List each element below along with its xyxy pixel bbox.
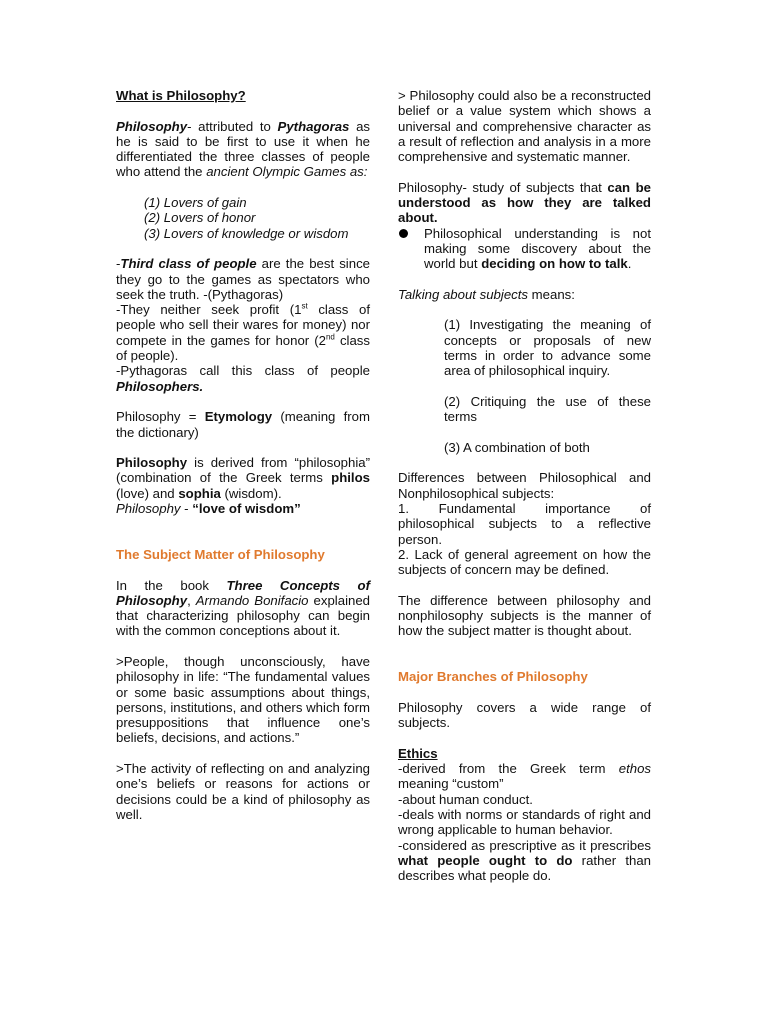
difference-item: 2. Lack of general agreement on how the subjects of concern may be defined. bbox=[398, 546, 651, 578]
neither-paragraph: -They neither seek profit (1st class of people who sell their wares for money) nor compete in the games for honor (2nd class of people). bbox=[116, 301, 370, 364]
section-heading-major-branches: Major Branches of Philosophy bbox=[398, 669, 588, 685]
ethics-item: -deals with norms or standards of right and wrong applicable to human behavior. bbox=[398, 806, 651, 838]
derived-paragraph: Philosophy is derived from “philosophia” (combination of the Greek terms philos (love) and sophia (wisdom). bbox=[116, 455, 370, 501]
section-heading-subject-matter: The Subject Matter of Philosophy bbox=[116, 546, 325, 562]
love-of-wisdom-line: Philosophy - “love of wisdom” bbox=[116, 501, 301, 517]
bullet-icon bbox=[398, 226, 424, 272]
philosophy-intro: Philosophy- attributed to Pythagoras as he is said to be first to use it when he differentiated the three classes of people who attend the ancient Olympic Games as: bbox=[116, 118, 370, 180]
bullet-item bbox=[398, 226, 651, 272]
ethics-item: -considered as prescriptive as it prescribes what people ought to do rather than describes what people do. bbox=[398, 837, 651, 884]
call-paragraph: -Pythagoras call this class of people Philosophers. bbox=[116, 363, 370, 394]
people-paragraph: >People, though unconsciously, have philosophy in life: “The fundamental values or some basic assumptions about things, persons, institutions, and others which form presuppositions that influence one’s beliefs, decisions, and actions.” bbox=[116, 653, 370, 746]
list-item: (2) Critiquing the use of these terms bbox=[444, 393, 651, 425]
etymology-paragraph: Philosophy = Etymology (meaning from the dictionary) bbox=[116, 409, 370, 440]
third-class-paragraph: -Third class of people are the best since they go to the games as spectators who seek the truth. -(Pythagoras) bbox=[116, 256, 370, 302]
difference-item: 1. Fundamental importance of philosophical subjects to a reflective person. bbox=[398, 501, 651, 547]
classes-list bbox=[116, 195, 370, 241]
right-column bbox=[398, 88, 651, 883]
list-item: (2) Lovers of honor bbox=[144, 210, 256, 226]
talking-line: Talking about subjects means: bbox=[398, 286, 575, 302]
study-paragraph: Philosophy- study of subjects that can be understood as how they are talked about. bbox=[398, 179, 652, 226]
manner-paragraph: The difference between philosophy and nonphilosophy subjects is the manner of how the subject matter is thought about. bbox=[398, 592, 651, 639]
ethics-heading: Ethics bbox=[398, 745, 438, 761]
left-column bbox=[116, 88, 370, 822]
list-item: (3) Lovers of knowledge or wisdom bbox=[144, 225, 349, 241]
list-item: (3) A combination of both bbox=[444, 439, 590, 455]
reconstructed-paragraph: > Philosophy could also be a reconstructed belief or a value system which shows a universal and comprehensive character as a result of reflection and analysis in a more comprehensive and systematic manner. bbox=[398, 88, 651, 165]
ethics-item: -derived from the Greek term ethos meaning “custom” bbox=[398, 761, 651, 792]
activity-paragraph: >The activity of reflecting on and analyzing one’s beliefs or reasons for actions or decisions could be a kind of philosophy as well. bbox=[116, 761, 370, 822]
list-item: (1) Lovers of gain bbox=[144, 195, 247, 211]
page-title: What is Philosophy? bbox=[116, 88, 246, 103]
differences-heading: Differences between Philosophical and Nonphilosophical subjects: bbox=[398, 470, 651, 501]
book-paragraph: In the book Three Concepts of Philosophy, Armando Bonifacio explained that characterizing philosophy can begin with the common conceptions about it. bbox=[116, 577, 370, 639]
bullet-text: Philosophical understanding is not making some discovery about the world but deciding on how to talk. bbox=[424, 225, 651, 272]
covers-paragraph: Philosophy covers a wide range of subjects. bbox=[398, 699, 651, 731]
ethics-item: -about human conduct. bbox=[398, 791, 533, 807]
list-item: (1) Investigating the meaning of concepts or proposals of new terms in order to advance some area of philosophical inquiry. bbox=[444, 317, 651, 379]
means-list bbox=[398, 317, 651, 455]
